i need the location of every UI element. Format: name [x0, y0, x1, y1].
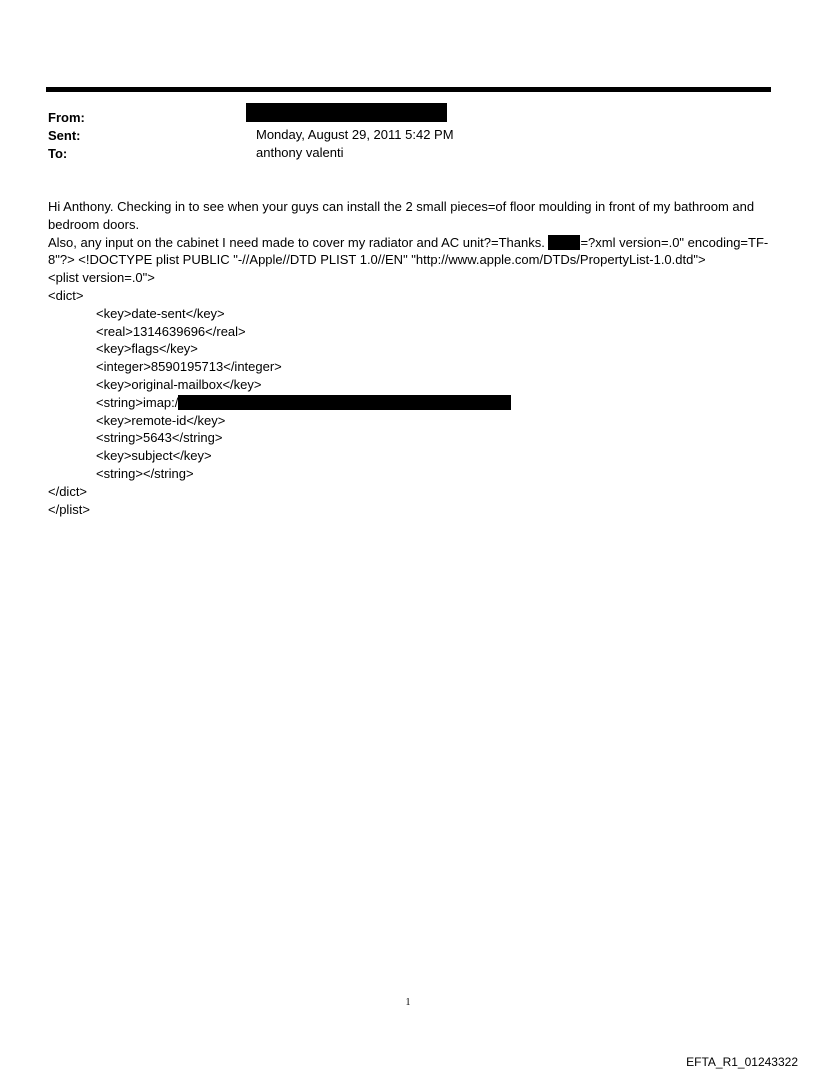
- body-paragraph-2: [48, 234, 773, 270]
- mailbox-redaction: [178, 395, 511, 410]
- plist-line: <real>1314639696</real>: [96, 323, 246, 339]
- para2-before: Also, any input on the cabinet I need made to cover my radiator and AC unit?=Thanks.: [48, 234, 549, 250]
- para2-after: =?xml version=.0" encoding=TF-8"?> <!DOCTYPE plist PUBLIC "-//Apple//DTD PLIST 1.0//EN" "http://www.apple.com/DTDs/PropertyList-1.0.dtd">: [48, 234, 769, 268]
- page-number: 1: [405, 997, 411, 1008]
- plist-line: <string>5643</string>: [96, 430, 223, 446]
- plist-line: <key>original-mailbox</key>: [96, 376, 262, 392]
- body-paragraph-1: Hi Anthony. Checking in to see when your guys can install the 2 small pieces=of floor moulding in front of my bathroom and bedroom doors.: [48, 199, 755, 232]
- inline-redaction: [548, 235, 580, 250]
- header-rule: [46, 87, 771, 92]
- to-label: To:: [48, 146, 68, 161]
- plist-line: <key>flags</key>: [96, 341, 198, 357]
- plist-line: <key>date-sent</key>: [96, 305, 225, 321]
- plist-close: </plist>: [48, 501, 90, 517]
- from-label: From:: [48, 110, 85, 125]
- sent-label: Sent:: [48, 128, 81, 143]
- email-body: [48, 198, 773, 518]
- plist-line: <key>subject</key>: [96, 448, 212, 464]
- to-value: anthony valenti: [256, 145, 344, 160]
- dict-close: </dict>: [48, 483, 88, 499]
- plist-line: <key>remote-id</key>: [96, 412, 226, 428]
- from-redaction: [246, 103, 447, 122]
- plist-line: <integer>8590195713</integer>: [96, 359, 282, 375]
- imap-prefix: <string>imap:/: [96, 394, 179, 410]
- plist-line: <string></string>: [96, 465, 194, 481]
- sent-value: Monday, August 29, 2011 5:42 PM: [256, 127, 454, 142]
- bates-number: EFTA_R1_01243322: [686, 1055, 798, 1069]
- plist-open: <plist version=.0">: [48, 270, 155, 286]
- imap-line: [48, 394, 773, 412]
- dict-open: <dict>: [48, 287, 84, 303]
